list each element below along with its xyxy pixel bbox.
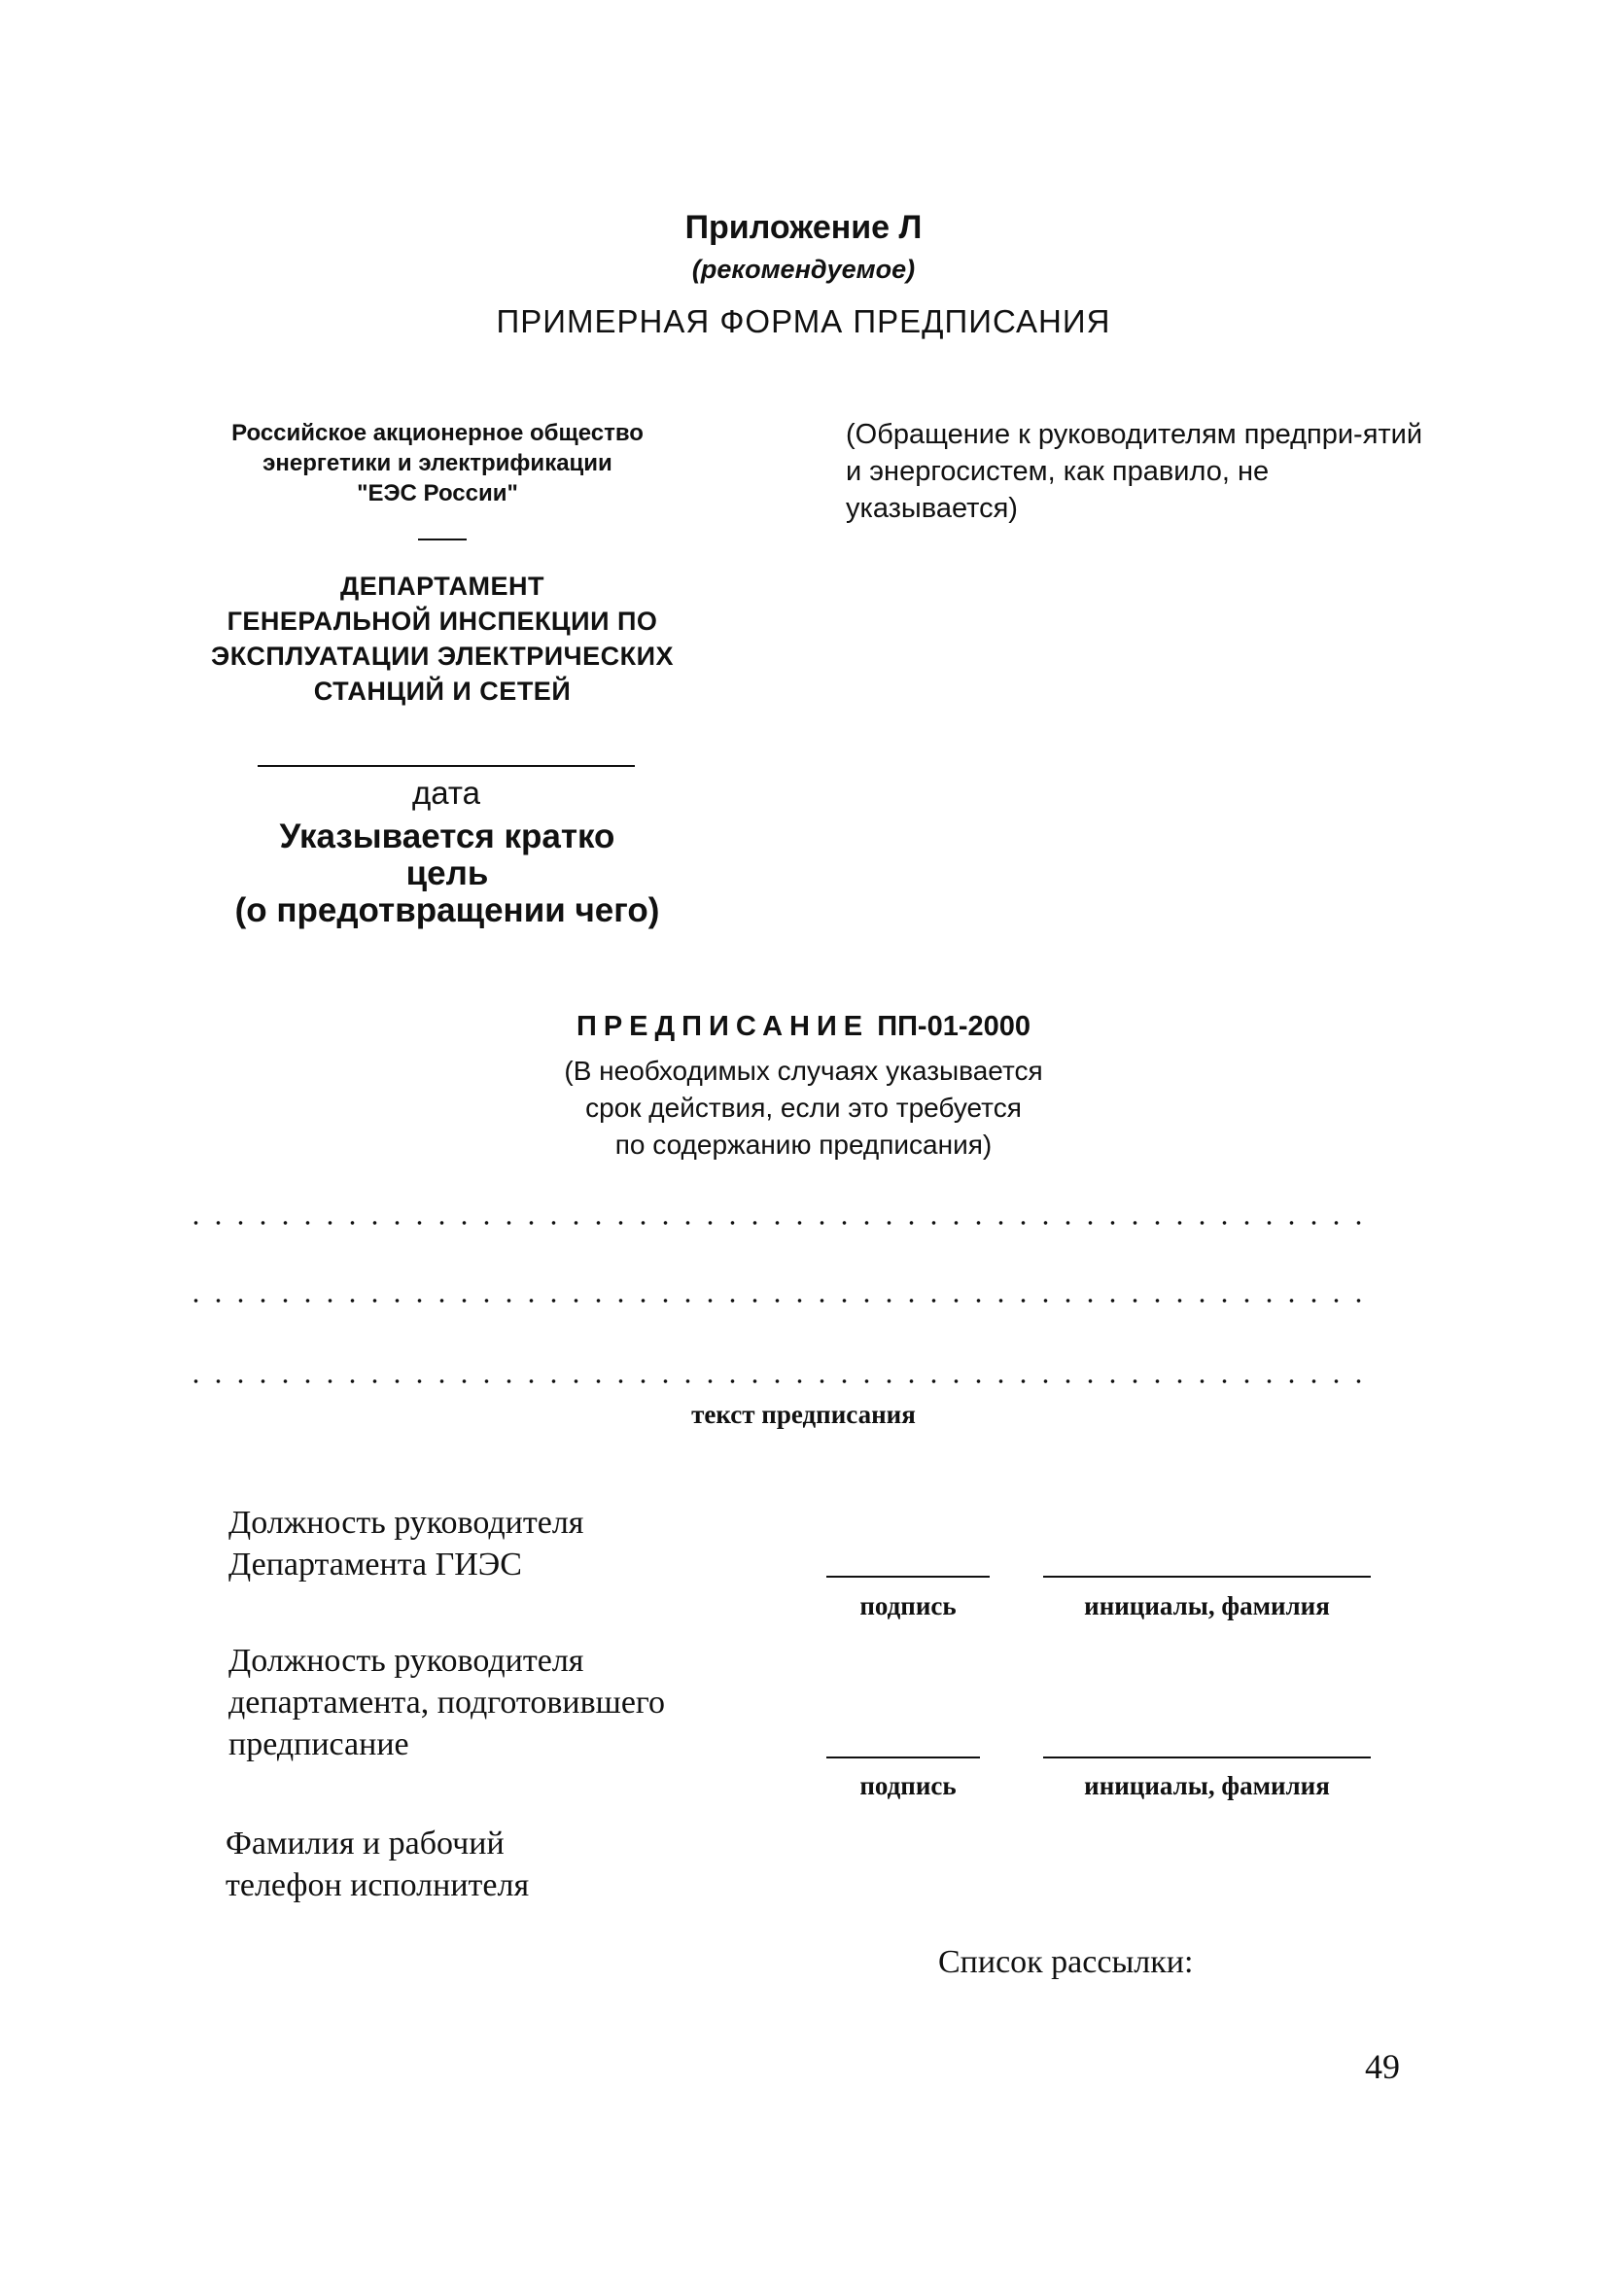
order-text-dotted-line <box>185 1298 1371 1304</box>
organization-line: энергетики и электрификации <box>262 450 612 476</box>
purpose-block <box>175 818 719 929</box>
department-line: ГЕНЕРАЛЬНОЙ ИНСПЕКЦИИ ПО <box>227 607 658 636</box>
executor-line: Фамилия и рабочий <box>226 1826 505 1861</box>
organization-block <box>185 418 690 508</box>
signatory-1-signature-caption: подпись <box>859 1591 957 1620</box>
executor-block <box>226 1823 828 1906</box>
order-number: ПП-01-2000 <box>877 1011 1031 1042</box>
order-note-line: (В необходимых случаях указывается <box>564 1056 1043 1086</box>
organization-line: "ЕЭС России" <box>357 480 518 506</box>
signatory-position-line: предписание <box>228 1726 409 1762</box>
appendix-subtitle: (рекомендуемое) <box>691 255 916 284</box>
purpose-line: Указывается кратко <box>279 818 615 855</box>
signatory-position-line: департамента, подготовившего <box>228 1685 666 1721</box>
signatory-1-signature-line <box>826 1576 990 1578</box>
purpose-line: цель <box>405 854 489 892</box>
signatory-position-line: Должность руководителя <box>228 1505 584 1541</box>
addressee-note: (Обращение к руководителям предпри-ятий и энергосистем, как правило, не указывается) <box>846 419 1423 524</box>
date-label: дата <box>412 775 480 811</box>
signatory-2-signature-caption: подпись <box>859 1771 957 1800</box>
order-text-label: текст предписания <box>691 1400 916 1429</box>
organization-line: Российское акционерное общество <box>231 420 644 446</box>
department-block <box>175 569 710 709</box>
appendix-title: Приложение Л <box>684 209 923 246</box>
order-text-dotted-line <box>185 1378 1371 1384</box>
signatory-1-position <box>228 1502 831 1585</box>
signatory-position-line: Должность руководителя <box>228 1643 584 1679</box>
executor-line: телефон исполнителя <box>226 1867 530 1903</box>
signatory-2-signature-line <box>826 1757 980 1758</box>
department-line: СТАНЦИЙ И СЕТЕЙ <box>313 677 572 706</box>
signatory-2-name-caption: инициалы, фамилия <box>1084 1771 1330 1800</box>
signatory-2-position <box>228 1640 831 1765</box>
organization-divider <box>418 539 467 540</box>
date-line <box>258 765 635 767</box>
order-note <box>0 1053 1607 1164</box>
signatory-2-name-line <box>1043 1757 1371 1758</box>
department-line: ЭКСПЛУАТАЦИИ ЭЛЕКТРИЧЕСКИХ <box>211 642 674 671</box>
form-title: ПРИМЕРНАЯ ФОРМА ПРЕДПИСАНИЯ <box>496 303 1111 339</box>
signatory-position-line: Департамента ГИЭС <box>228 1547 522 1583</box>
order-note-line: срок действия, если это требуется <box>585 1093 1022 1123</box>
purpose-line: (о предотвращении чего) <box>234 891 660 929</box>
signatory-1-name-caption: инициалы, фамилия <box>1084 1591 1330 1620</box>
order-heading <box>0 1011 1607 1043</box>
order-text-dotted-line <box>185 1220 1371 1226</box>
order-note-line: по содержанию предписания) <box>614 1130 993 1160</box>
department-line: ДЕПАРТАМЕНТ <box>339 572 545 601</box>
page-number: 49 <box>1365 2047 1400 2086</box>
distribution-list-label: Список рассылки: <box>938 1944 1194 1980</box>
order-heading-word: ПРЕДПИСАНИЕ <box>576 1011 870 1042</box>
signatory-1-name-line <box>1043 1576 1371 1578</box>
